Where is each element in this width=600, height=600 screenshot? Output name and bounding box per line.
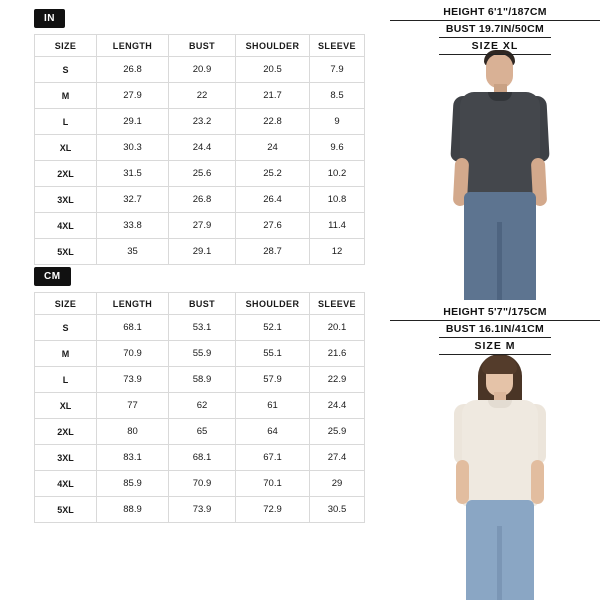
cell-shoulder: 26.4 <box>236 187 310 213</box>
column-header-bust: BUST <box>169 35 236 57</box>
cell-sleeve: 21.6 <box>310 341 365 367</box>
table-row <box>35 135 365 161</box>
cell-size: 4XL <box>35 471 97 497</box>
model-bust-text: BUST 19.7IN/50CM <box>390 20 600 37</box>
cell-bust: 62 <box>169 393 236 419</box>
cell-shoulder: 25.2 <box>236 161 310 187</box>
column-header-shoulder: SHOULDER <box>236 293 310 315</box>
model-block-female <box>390 300 600 600</box>
cm-size-table <box>34 292 365 523</box>
cell-bust: 73.9 <box>169 497 236 523</box>
cell-sleeve: 30.5 <box>310 497 365 523</box>
table-row <box>35 83 365 109</box>
cell-shoulder: 64 <box>236 419 310 445</box>
cell-length: 88.9 <box>97 497 169 523</box>
cell-length: 31.5 <box>97 161 169 187</box>
cell-size: XL <box>35 393 97 419</box>
cell-length: 26.8 <box>97 57 169 83</box>
model-size-text: SIZE XL <box>439 37 551 55</box>
table-header-row <box>35 35 365 57</box>
cell-sleeve: 9 <box>310 109 365 135</box>
cell-size: S <box>35 57 97 83</box>
cell-sleeve: 9.6 <box>310 135 365 161</box>
arm-right-shape <box>531 460 544 504</box>
cell-size: 3XL <box>35 445 97 471</box>
cell-length: 85.9 <box>97 471 169 497</box>
cell-size: XL <box>35 135 97 161</box>
tshirt-shape <box>462 400 538 506</box>
cell-shoulder: 57.9 <box>236 367 310 393</box>
column-header-shoulder: SHOULDER <box>236 35 310 57</box>
table-row <box>35 57 365 83</box>
cell-sleeve: 20.1 <box>310 315 365 341</box>
cell-sleeve: 29 <box>310 471 365 497</box>
model-height-text: HEIGHT 5'7"/175CM <box>443 306 547 318</box>
cell-sleeve: 27.4 <box>310 445 365 471</box>
cell-sleeve: 24.4 <box>310 393 365 419</box>
cell-sleeve: 7.9 <box>310 57 365 83</box>
fringe-shape <box>482 356 517 374</box>
cell-size: 5XL <box>35 497 97 523</box>
cell-sleeve: 22.9 <box>310 367 365 393</box>
cell-length: 73.9 <box>97 367 169 393</box>
model-bust-text: BUST 16.1IN/41CM <box>390 320 600 337</box>
table-row <box>35 239 365 265</box>
cell-bust: 26.8 <box>169 187 236 213</box>
table-row <box>35 419 365 445</box>
cell-bust: 25.6 <box>169 161 236 187</box>
female-model-measurements <box>390 304 600 355</box>
cell-sleeve: 10.8 <box>310 187 365 213</box>
cell-length: 27.9 <box>97 83 169 109</box>
cell-shoulder: 21.7 <box>236 83 310 109</box>
model-size-text: SIZE M <box>439 337 551 355</box>
cell-bust: 65 <box>169 419 236 445</box>
cell-shoulder: 24 <box>236 135 310 161</box>
cell-size: 4XL <box>35 213 97 239</box>
table-row <box>35 161 365 187</box>
cell-shoulder: 67.1 <box>236 445 310 471</box>
table-row <box>35 213 365 239</box>
cell-sleeve: 10.2 <box>310 161 365 187</box>
column-header-sleeve: SLEEVE <box>310 35 365 57</box>
cell-length: 33.8 <box>97 213 169 239</box>
head-shape <box>486 54 513 88</box>
cell-bust: 70.9 <box>169 471 236 497</box>
cell-bust: 68.1 <box>169 445 236 471</box>
column-header-length: LENGTH <box>97 35 169 57</box>
cell-sleeve: 12 <box>310 239 365 265</box>
jeans-shape <box>466 500 534 600</box>
unit-badge-cm: CM <box>34 267 71 286</box>
cell-shoulder: 28.7 <box>236 239 310 265</box>
cell-size: S <box>35 315 97 341</box>
table-row <box>35 187 365 213</box>
cell-sleeve: 25.9 <box>310 419 365 445</box>
table-row <box>35 315 365 341</box>
table-header-row <box>35 293 365 315</box>
cell-length: 68.1 <box>97 315 169 341</box>
cell-bust: 22 <box>169 83 236 109</box>
cell-size: L <box>35 367 97 393</box>
model-block-male <box>390 0 600 300</box>
column-header-size: SIZE <box>35 35 97 57</box>
table-row <box>35 497 365 523</box>
cell-length: 83.1 <box>97 445 169 471</box>
jeans-shape <box>464 192 536 300</box>
column-header-sleeve: SLEEVE <box>310 293 365 315</box>
table-row <box>35 367 365 393</box>
table-row <box>35 393 365 419</box>
table-row <box>35 109 365 135</box>
column-header-length: LENGTH <box>97 293 169 315</box>
cell-shoulder: 20.5 <box>236 57 310 83</box>
table-row <box>35 471 365 497</box>
male-model-measurements <box>390 4 600 55</box>
model-photos-column <box>390 0 600 600</box>
cell-shoulder: 72.9 <box>236 497 310 523</box>
cell-shoulder: 52.1 <box>236 315 310 341</box>
cell-size: 2XL <box>35 161 97 187</box>
cell-length: 32.7 <box>97 187 169 213</box>
cell-length: 30.3 <box>97 135 169 161</box>
cell-length: 35 <box>97 239 169 265</box>
cell-bust: 29.1 <box>169 239 236 265</box>
tshirt-shape <box>460 92 540 200</box>
cell-size: 2XL <box>35 419 97 445</box>
model-height-text: HEIGHT 6'1"/187CM <box>443 6 547 18</box>
cell-shoulder: 27.6 <box>236 213 310 239</box>
cell-length: 29.1 <box>97 109 169 135</box>
table-row <box>35 445 365 471</box>
arm-left-shape <box>456 460 469 504</box>
unit-badge-inches: IN <box>34 9 65 28</box>
cell-size: 3XL <box>35 187 97 213</box>
cell-bust: 55.9 <box>169 341 236 367</box>
cell-shoulder: 61 <box>236 393 310 419</box>
cell-length: 80 <box>97 419 169 445</box>
cell-bust: 20.9 <box>169 57 236 83</box>
cell-length: 77 <box>97 393 169 419</box>
cell-bust: 23.2 <box>169 109 236 135</box>
cell-shoulder: 22.8 <box>236 109 310 135</box>
cell-bust: 58.9 <box>169 367 236 393</box>
table-row <box>35 341 365 367</box>
cell-bust: 53.1 <box>169 315 236 341</box>
cell-sleeve: 8.5 <box>310 83 365 109</box>
cell-size: 5XL <box>35 239 97 265</box>
cell-bust: 24.4 <box>169 135 236 161</box>
cell-shoulder: 70.1 <box>236 471 310 497</box>
cell-sleeve: 11.4 <box>310 213 365 239</box>
cell-size: M <box>35 341 97 367</box>
inches-size-table <box>34 34 365 265</box>
cell-size: L <box>35 109 97 135</box>
column-header-size: SIZE <box>35 293 97 315</box>
cell-shoulder: 55.1 <box>236 341 310 367</box>
cell-length: 70.9 <box>97 341 169 367</box>
column-header-bust: BUST <box>169 293 236 315</box>
cell-bust: 27.9 <box>169 213 236 239</box>
cell-size: M <box>35 83 97 109</box>
